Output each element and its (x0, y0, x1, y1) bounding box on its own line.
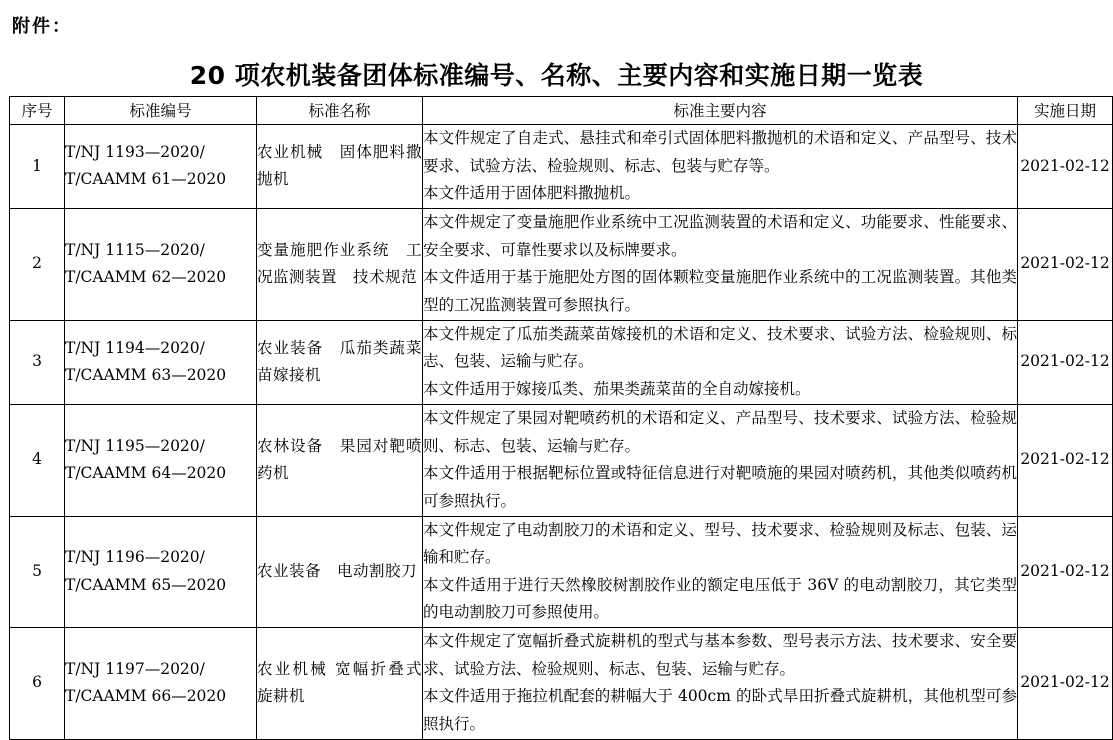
standard-code (65, 208, 257, 320)
header-name: 标准名称 (257, 97, 423, 125)
table-row (10, 125, 1113, 209)
implementation-date: 2021-02-12 (1018, 627, 1113, 739)
standards-table (9, 96, 1113, 740)
content-paragraph: 本文件适用于固体肥料撒抛机。 (423, 184, 641, 202)
table-row (10, 320, 1113, 404)
implementation-date: 2021-02-12 (1018, 404, 1113, 516)
content-paragraph: 本文件适用于根据靶标位置或特征信息进行对靶喷施的果园对喷药机，其他类似喷药机可参照执行。 (423, 464, 1017, 510)
table-row (10, 627, 1113, 739)
row-index: 5 (10, 516, 65, 627)
standard-code-line: T/NJ 1194—2020/ (65, 338, 205, 357)
standard-name: 农业装备 瓜茄类蔬菜苗嫁接机 (257, 320, 423, 404)
standard-code (65, 627, 257, 739)
content-paragraph: 本文件适用于拖拉机配套的耕幅大于 400cm 的卧式旱田折叠式旋耕机，其他机型可参照执行。 (423, 687, 1017, 733)
row-index: 1 (10, 125, 65, 209)
implementation-date: 2021-02-12 (1018, 516, 1113, 627)
header-date: 实施日期 (1018, 97, 1113, 125)
standard-code-line: T/NJ 1197—2020/ (65, 659, 205, 678)
row-index: 6 (10, 627, 65, 739)
header-index: 序号 (10, 97, 65, 125)
content-paragraph: 本文件规定了变量施肥作业系统中工况监测装置的术语和定义、功能要求、性能要求、安全要求、可靠性要求以及标牌要求。 (423, 213, 1017, 259)
standard-code (65, 125, 257, 209)
standard-content (423, 404, 1018, 516)
row-index: 3 (10, 320, 65, 404)
standard-code-line: T/CAAMM 62—2020 (65, 268, 227, 286)
standard-name: 农林设备 果园对靶喷药机 (257, 404, 423, 516)
standard-code-line: T/CAAMM 66—2020 (65, 687, 227, 705)
content-paragraph: 本文件规定了自走式、悬挂式和牵引式固体肥料撒抛机的术语和定义、产品型号、技术要求、试验方法、检验规则、标志、包装与贮存等。 (423, 129, 1017, 175)
standard-code-line: T/CAAMM 64—2020 (65, 464, 227, 482)
standard-name: 变量施肥作业系统 工况监测装置 技术规范 (257, 208, 423, 320)
table-row (10, 404, 1113, 516)
content-paragraph: 本文件规定了瓜茄类蔬菜苗嫁接机的术语和定义、技术要求、试验方法、检验规则、标志、包装、运输与贮存。 (423, 324, 1017, 371)
implementation-date: 2021-02-12 (1018, 320, 1113, 404)
standard-code-line: T/NJ 1195—2020/ (65, 436, 205, 455)
content-paragraph: 本文件适用于嫁接瓜类、茄果类蔬菜苗的全自动嫁接机。 (423, 379, 811, 398)
standard-code-line: T/NJ 1193—2020/ (65, 142, 205, 161)
content-paragraph: 本文件规定了宽幅折叠式旋耕机的型式与基本参数、型号表示方法、技术要求、安全要求、试验方法、检验规则、标志、包装、运输与贮存。 (423, 632, 1017, 678)
standard-name: 农业机械 固体肥料撒抛机 (257, 125, 423, 209)
standard-content (423, 208, 1018, 320)
standard-code (65, 320, 257, 404)
implementation-date: 2021-02-12 (1018, 125, 1113, 209)
standard-content (423, 516, 1018, 627)
content-paragraph: 本文件规定了电动割胶刀的术语和定义、型号、技术要求、检验规则及标志、包装、运输和贮存。 (423, 520, 1017, 566)
table-header-row (10, 97, 1113, 125)
content-paragraph: 本文件适用于基于施肥处方图的固体颗粒变量施肥作业系统中的工况监测装置。其他类型的工况监测装置可参照执行。 (423, 268, 1017, 314)
content-paragraph: 本文件适用于进行天然橡胶树割胶作业的额定电压低于 36V 的电动割胶刀，其它类型的电动割胶刀可参照使用。 (423, 575, 1017, 621)
table-row (10, 208, 1113, 320)
standard-code-line: T/CAAMM 61—2020 (65, 170, 227, 189)
row-index: 2 (10, 208, 65, 320)
row-index: 4 (10, 404, 65, 516)
standard-content (423, 627, 1018, 739)
table-row (10, 516, 1113, 627)
standard-code-line: T/CAAMM 63—2020 (65, 366, 227, 384)
standard-code-line: T/NJ 1115—2020/ (65, 240, 205, 259)
standard-code (65, 404, 257, 516)
implementation-date: 2021-02-12 (1018, 208, 1113, 320)
content-paragraph: 本文件规定了果园对靶喷药机的术语和定义、产品型号、技术要求、试验方法、检验规则、标志、包装、运输与贮存。 (423, 409, 1017, 455)
attachment-label: 附件： (12, 16, 72, 37)
document-title: 20 项农机装备团体标准编号、名称、主要内容和实施日期一览表 (189, 61, 924, 90)
standard-name: 农业机械 宽幅折叠式旋耕机 (257, 627, 423, 739)
standard-content (423, 320, 1018, 404)
standard-code (65, 516, 257, 627)
standard-code-line: T/NJ 1196—2020/ (65, 548, 205, 566)
header-content: 标准主要内容 (423, 97, 1018, 125)
header-code: 标准编号 (65, 97, 257, 125)
standard-name: 农业装备 电动割胶刀 (257, 516, 423, 627)
standard-content (423, 125, 1018, 209)
standard-code-line: T/CAAMM 65—2020 (65, 575, 227, 594)
